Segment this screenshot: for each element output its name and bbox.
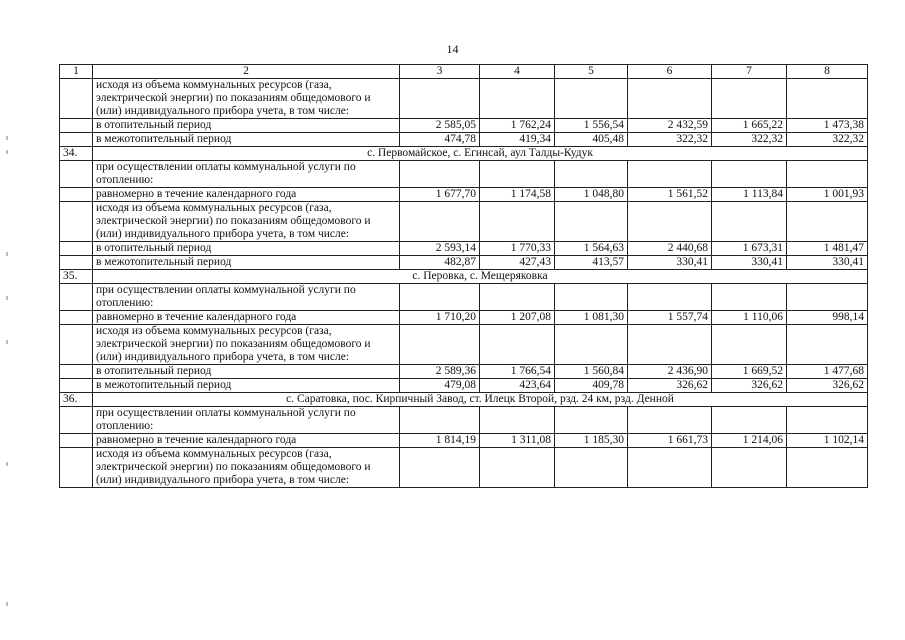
empty-cell [400,407,480,434]
value-cell: 1 001,93 [787,188,868,202]
row-description: исходя из объема коммунальных ресурсов (газа, электрической энергии) по показаниям общедомового и (или) индивидуального прибора учета, в том числе: [93,448,400,488]
value-cell: 1 814,19 [400,434,480,448]
empty-cell [787,284,868,311]
value-cell: 2 593,14 [400,242,480,256]
empty-cell [555,79,628,119]
row-number-cell [60,133,93,147]
column-number: 6 [628,65,712,79]
payment-intro-row [60,161,868,188]
empty-cell [787,79,868,119]
empty-cell [712,325,787,365]
empty-cell [400,325,480,365]
heating-row [60,242,868,256]
empty-cell [712,79,787,119]
value-cell: 2 436,90 [628,365,712,379]
empty-cell [480,407,555,434]
row-number-cell [60,202,93,242]
row-number-cell [60,311,93,325]
row-description: в межотопительный период [93,379,400,393]
empty-cell [628,79,712,119]
row-description: в межотопительный период [93,133,400,147]
value-cell: 482,87 [400,256,480,270]
row-number-cell [60,242,93,256]
empty-cell [712,161,787,188]
row-number-cell [60,256,93,270]
value-cell: 1 214,06 [712,434,787,448]
scan-margin-mark [6,602,8,606]
value-cell: 330,41 [628,256,712,270]
column-number-row [60,65,868,79]
row-number-cell [60,379,93,393]
empty-cell [787,202,868,242]
empty-cell [480,284,555,311]
empty-cell [628,202,712,242]
value-cell: 1 561,52 [628,188,712,202]
value-cell: 1 207,08 [480,311,555,325]
value-cell: 1 766,54 [480,365,555,379]
row-description: при осуществлении оплаты коммунальной услуги по отоплению: [93,161,400,188]
empty-cell [555,161,628,188]
empty-cell [480,79,555,119]
row-description: исходя из объема коммунальных ресурсов (газа, электрической энергии) по показаниям общедомового и (или) индивидуального прибора учета, в том числе: [93,325,400,365]
scan-margin-mark [6,136,8,140]
empty-cell [628,407,712,434]
value-cell: 998,14 [787,311,868,325]
value-cell: 1 477,68 [787,365,868,379]
empty-cell [787,325,868,365]
empty-cell [628,161,712,188]
row-number-cell [60,448,93,488]
empty-cell [400,448,480,488]
empty-cell [480,448,555,488]
row-number-cell [60,434,93,448]
column-number: 7 [712,65,787,79]
empty-cell [712,448,787,488]
row-number-cell [60,365,93,379]
column-number: 2 [93,65,400,79]
value-cell: 2 589,36 [400,365,480,379]
row-number-cell [60,79,93,119]
interheating-row [60,256,868,270]
value-cell: 1 669,52 [712,365,787,379]
row-description: равномерно в течение календарного года [93,434,400,448]
value-cell: 1 661,73 [628,434,712,448]
value-cell: 322,32 [712,133,787,147]
value-cell: 1 560,84 [555,365,628,379]
value-cell: 419,34 [480,133,555,147]
empty-cell [787,448,868,488]
value-cell: 1 762,24 [480,119,555,133]
empty-cell [400,79,480,119]
row-number-cell [60,284,93,311]
value-cell: 326,62 [787,379,868,393]
locality-row [60,393,868,407]
empty-cell [712,202,787,242]
value-cell: 409,78 [555,379,628,393]
value-cell: 1 770,33 [480,242,555,256]
value-cell: 330,41 [712,256,787,270]
locality-row [60,147,868,161]
value-cell: 474,78 [400,133,480,147]
meters-intro-row [60,202,868,242]
value-cell: 322,32 [787,133,868,147]
value-cell: 322,32 [628,133,712,147]
scan-margin-mark [6,340,8,344]
empty-cell [555,325,628,365]
value-cell: 1 710,20 [400,311,480,325]
row-description: в межотопительный период [93,256,400,270]
heating-row [60,119,868,133]
value-cell: 330,41 [787,256,868,270]
scan-margin-mark [6,252,8,256]
heating-row [60,365,868,379]
row-description: исходя из объема коммунальных ресурсов (газа, электрической энергии) по показаниям общедомового и (или) индивидуального прибора учета, в том числе: [93,202,400,242]
value-cell: 1 677,70 [400,188,480,202]
tariff-table [59,64,868,488]
value-cell: 423,64 [480,379,555,393]
empty-cell [712,284,787,311]
scan-margin-mark [6,296,8,300]
interheating-row [60,133,868,147]
payment-intro-row [60,407,868,434]
row-description: в отопительный период [93,119,400,133]
value-cell: 1 081,30 [555,311,628,325]
locality-number: 36. [60,393,93,407]
empty-cell [628,284,712,311]
uniform-payment-row [60,188,868,202]
empty-cell [712,407,787,434]
empty-cell [480,325,555,365]
value-cell: 1 174,58 [480,188,555,202]
column-number: 5 [555,65,628,79]
value-cell: 1 113,84 [712,188,787,202]
column-number: 3 [400,65,480,79]
value-cell: 326,62 [712,379,787,393]
empty-cell [787,407,868,434]
locality-name: с. Первомайское, с. Егинсай, аул Талды-Кудук [93,147,868,161]
interheating-row [60,379,868,393]
row-number-cell [60,119,93,133]
row-description: при осуществлении оплаты коммунальной услуги по отоплению: [93,407,400,434]
row-number-cell [60,188,93,202]
scan-margin-mark [6,462,8,466]
empty-cell [480,161,555,188]
value-cell: 405,48 [555,133,628,147]
empty-cell [555,284,628,311]
scan-margin-mark [6,150,8,154]
value-cell: 427,43 [480,256,555,270]
empty-cell [480,202,555,242]
meters-intro-row [60,79,868,119]
value-cell: 2 585,05 [400,119,480,133]
row-number-cell [60,407,93,434]
value-cell: 1 311,08 [480,434,555,448]
locality-number: 34. [60,147,93,161]
value-cell: 2 440,68 [628,242,712,256]
empty-cell [555,202,628,242]
empty-cell [400,161,480,188]
value-cell: 1 564,63 [555,242,628,256]
page-number: 14 [446,42,459,56]
value-cell: 1 665,22 [712,119,787,133]
empty-cell [400,202,480,242]
row-description: равномерно в течение календарного года [93,188,400,202]
value-cell: 1 557,74 [628,311,712,325]
value-cell: 326,62 [628,379,712,393]
meters-intro-row [60,448,868,488]
value-cell: 479,08 [400,379,480,393]
row-description: в отопительный период [93,242,400,256]
locality-number: 35. [60,270,93,284]
row-number-cell [60,161,93,188]
row-description: в отопительный период [93,365,400,379]
value-cell: 1 110,06 [712,311,787,325]
value-cell: 1 102,14 [787,434,868,448]
locality-name: с. Перовка, с. Мещеряковка [93,270,868,284]
row-description: исходя из объема коммунальных ресурсов (газа, электрической энергии) по показаниям общедомового и (или) индивидуального прибора учета, в том числе: [93,79,400,119]
column-number: 8 [787,65,868,79]
column-number: 4 [480,65,555,79]
payment-intro-row [60,284,868,311]
row-number-cell [60,325,93,365]
meters-intro-row [60,325,868,365]
empty-cell [787,161,868,188]
uniform-payment-row [60,434,868,448]
empty-cell [400,284,480,311]
uniform-payment-row [60,311,868,325]
value-cell: 1 048,80 [555,188,628,202]
value-cell: 2 432,59 [628,119,712,133]
value-cell: 1 673,31 [712,242,787,256]
value-cell: 1 556,54 [555,119,628,133]
row-description: при осуществлении оплаты коммунальной услуги по отоплению: [93,284,400,311]
column-number: 1 [60,65,93,79]
empty-cell [555,407,628,434]
row-description: равномерно в течение календарного года [93,311,400,325]
empty-cell [628,448,712,488]
locality-name: с. Саратовка, пос. Кирпичный Завод, ст. Илецк Второй, рзд. 24 км, рзд. Денной [93,393,868,407]
value-cell: 1 473,38 [787,119,868,133]
value-cell: 413,57 [555,256,628,270]
value-cell: 1 185,30 [555,434,628,448]
empty-cell [555,448,628,488]
locality-row [60,270,868,284]
empty-cell [628,325,712,365]
value-cell: 1 481,47 [787,242,868,256]
